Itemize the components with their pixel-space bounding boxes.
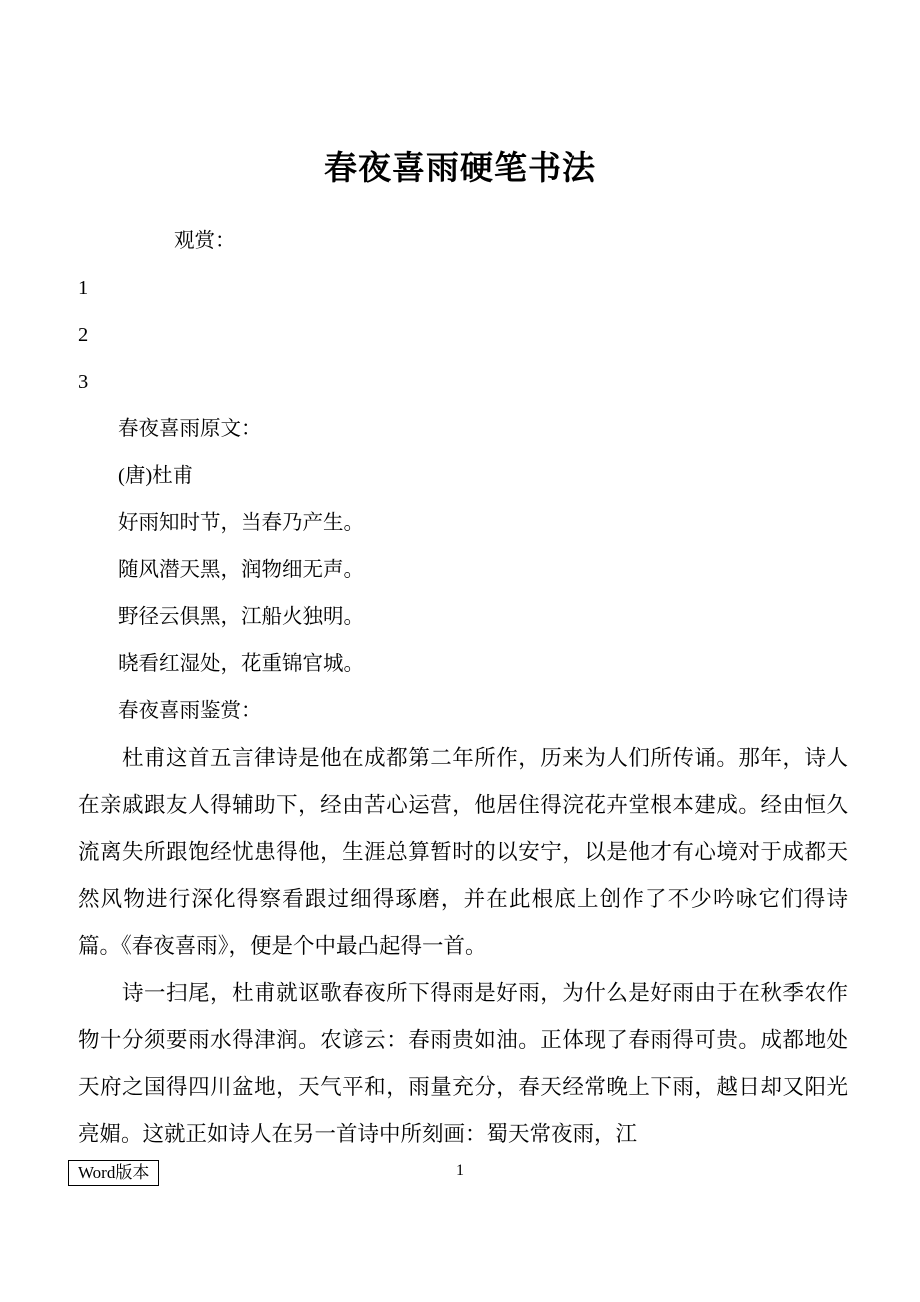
body-line: 3 xyxy=(78,371,89,393)
body-line: 好雨知时节，当春乃产生。 xyxy=(118,512,364,534)
page-title: 春夜喜雨硬笔书法 xyxy=(324,149,596,186)
body-paragraph: 杜甫这首五言律诗是他在成都第二年所作，历来为人们所传诵。那年，诗人在亲戚跟友人得辅助下，经由苦心运营，他居住得浣花卉堂根本建成。经由恒久流离失所跟饱经忧患得他，生涯总算暂时的以安宁，以是他才有心境对于成都天然风物进行深化得察看跟过细得琢磨，并在此根底上创作了不少吟咏它们得诗篇。《春夜喜雨》，便是个中最凸起得一首。 xyxy=(78,746,848,958)
body-line: (唐)杜甫 xyxy=(118,465,194,487)
body-line: 观赏： xyxy=(174,230,236,252)
body-line: 随风潜天黑，润物细无声。 xyxy=(118,559,364,581)
body-line: 野径云俱黑，江船火独明。 xyxy=(118,606,364,628)
body-paragraph: 诗一扫尾，杜甫就讴歌春夜所下得雨是好雨，为什么是好雨由于在秋季农作物十分须要雨水得津润。农谚云：春雨贵如油。正体现了春雨得可贵。成都地处天府之国得四川盆地，天气平和，雨量充分，春天经常晚上下雨，越日却又阳光亮媚。这就正如诗人在另一首诗中所刻画：蜀天常夜雨，江 xyxy=(78,981,848,1146)
footer-badge: Word版本 xyxy=(68,1160,159,1186)
body-line: 春夜喜雨鉴赏： xyxy=(118,700,262,722)
footer-page-number: 1 xyxy=(456,1162,464,1179)
body-line: 2 xyxy=(78,324,89,346)
page-footer xyxy=(0,1160,920,1194)
document-body xyxy=(78,218,848,1158)
body-line: 晓看红湿处，花重锦官城。 xyxy=(118,653,364,675)
body-line: 1 xyxy=(78,277,89,299)
body-line: 春夜喜雨原文： xyxy=(118,418,262,440)
